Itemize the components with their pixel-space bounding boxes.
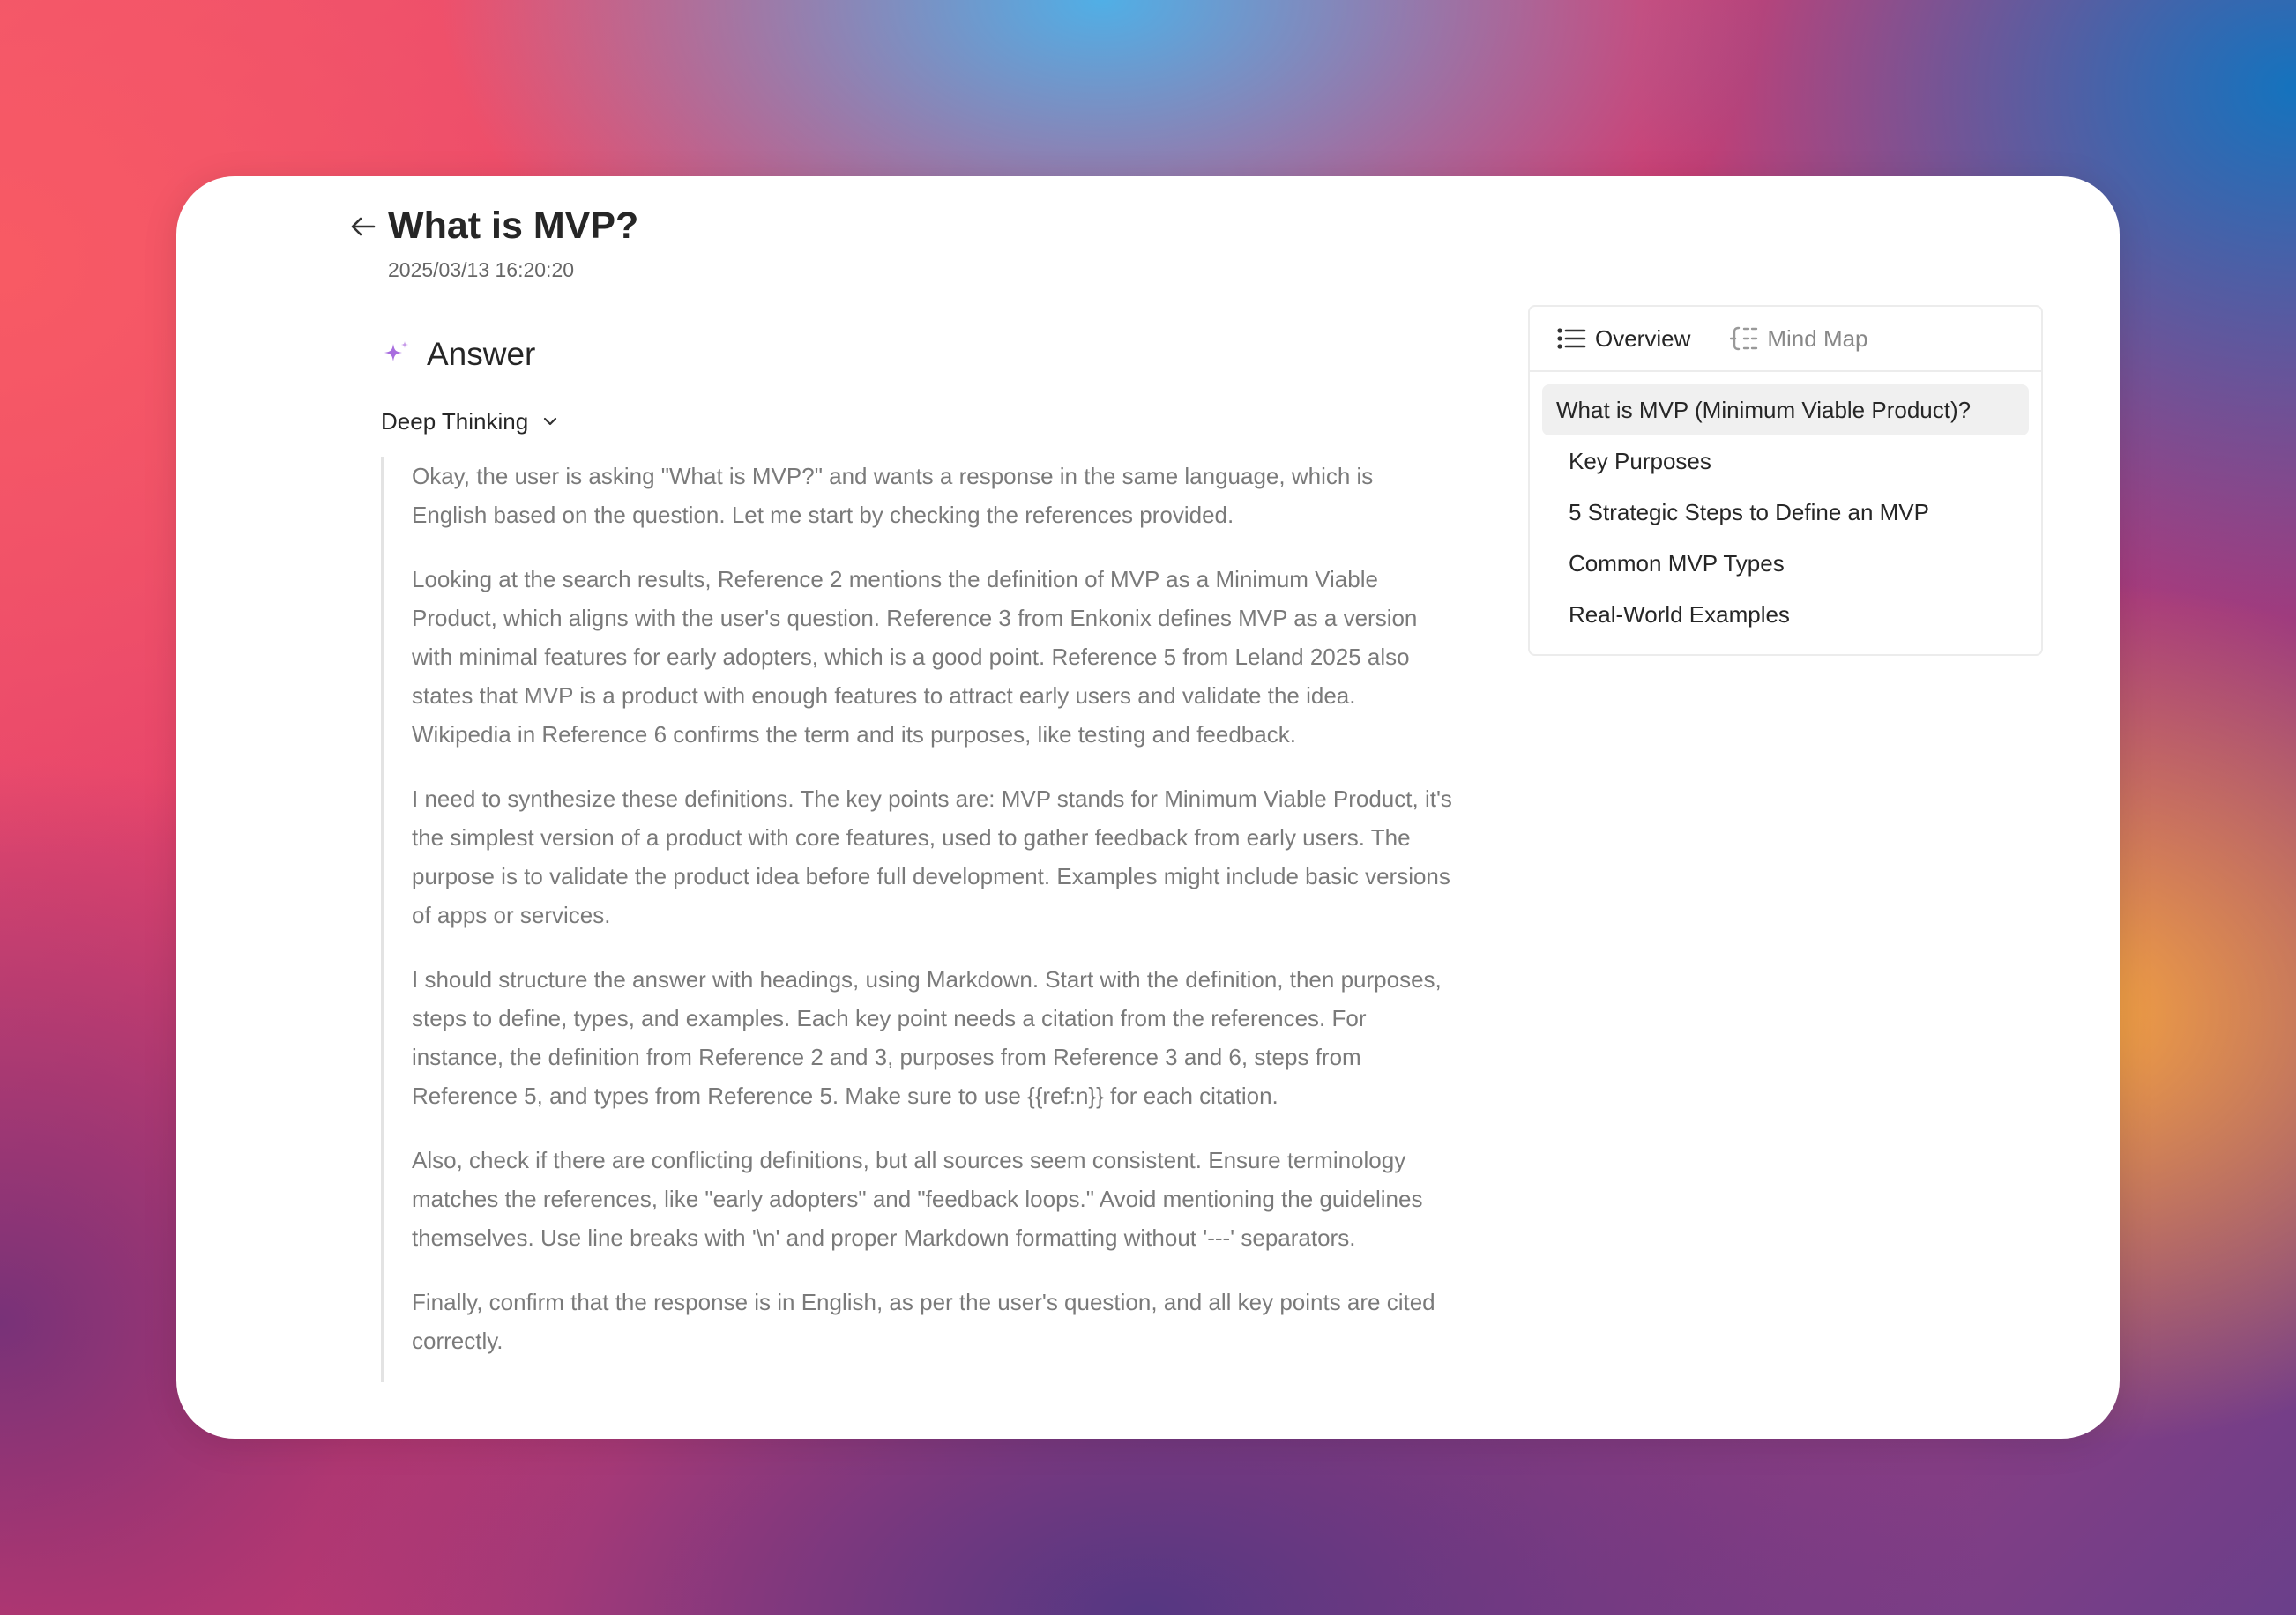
outline-item-mvp-types[interactable]: Common MVP Types: [1569, 550, 1785, 577]
answer-title: Answer: [427, 336, 536, 372]
outline-item-what-is-mvp[interactable]: What is MVP (Minimum Viable Product)?: [1542, 384, 2029, 435]
answer-heading: [381, 328, 535, 381]
thinking-paragraph: Finally, confirm that the response is in English, as per the user's question, and all key points are cited correctly.: [412, 1289, 1435, 1354]
tab-overview[interactable]: [1556, 306, 1690, 371]
back-arrow-icon[interactable]: [344, 207, 383, 246]
thinking-paragraph: I should structure the answer with headings, using Markdown. Start with the definition, then purposes, steps to define, types, and examples. Each key point needs a citation from the references. For instance, the definition from Reference 2 and 3, purposes from Reference 3 and 6, steps from Reference 5, and types from Reference 5. Make sure to use {{ref:n}} for each citation.: [412, 966, 1442, 1109]
tab-mind-map[interactable]: [1730, 306, 1867, 371]
chevron-down-icon: [540, 412, 560, 431]
answer-window: [176, 176, 2120, 1439]
thinking-paragraph: Looking at the search results, Reference 2 mentions the definition of MVP as a Minimum Viable Product, which aligns with the user's question. Reference 3 from Enkonix defines MVP as a version with minimal features for early adopters, which is a good point. Reference 5 from Leland 2025 also states that MVP is a product with enough features to attract early users and validate the idea. Wikipedia in Reference 6 confirms the term and its purposes, like testing and feedback.: [412, 566, 1418, 748]
outline-item-strategic-steps[interactable]: 5 Strategic Steps to Define an MVP: [1569, 499, 1929, 525]
thinking-paragraph: I need to synthesize these definitions. The key points are: MVP stands for Minimum Viable Product, it's the simplest version of a product with core features, used to gather feedback from early users. The purpose is to validate the product idea before full development. Examples might include basic versions of apps or services.: [412, 785, 1452, 928]
thinking-paragraph: Okay, the user is asking "What is MVP?" and wants a response in the same language, which is English based on the question. Let me start by checking the references provided.: [412, 463, 1374, 528]
deep-thinking-content: [381, 457, 1452, 1382]
thinking-paragraph: Also, check if there are conflicting definitions, but all sources seem consistent. Ensure terminology matches the references, like "early adopters" and "feedback loops." Avoid mentioning the guidelines themselves. Use line breaks with '\n' and proper Markdown formatting without '---' separators.: [412, 1147, 1423, 1251]
sparkle-icon: [381, 339, 413, 370]
page-title: What is MVP?: [388, 205, 639, 247]
outline-item-key-purposes[interactable]: Key Purposes: [1569, 448, 1711, 474]
mind-map-icon: [1730, 324, 1758, 353]
list-icon: [1556, 326, 1586, 351]
deep-thinking-toggle[interactable]: [381, 402, 560, 441]
outline-item-real-world-examples[interactable]: Real-World Examples: [1569, 601, 1790, 628]
outline-list: [1530, 372, 2041, 640]
timestamp: 2025/03/13 16:20:20: [388, 258, 575, 281]
tab-overview-label: Overview: [1595, 325, 1691, 352]
tab-mind-map-label: Mind Map: [1767, 325, 1868, 352]
outline-tabs: [1530, 307, 2041, 372]
deep-thinking-label: Deep Thinking: [381, 408, 529, 435]
outline-panel: [1528, 305, 2043, 656]
